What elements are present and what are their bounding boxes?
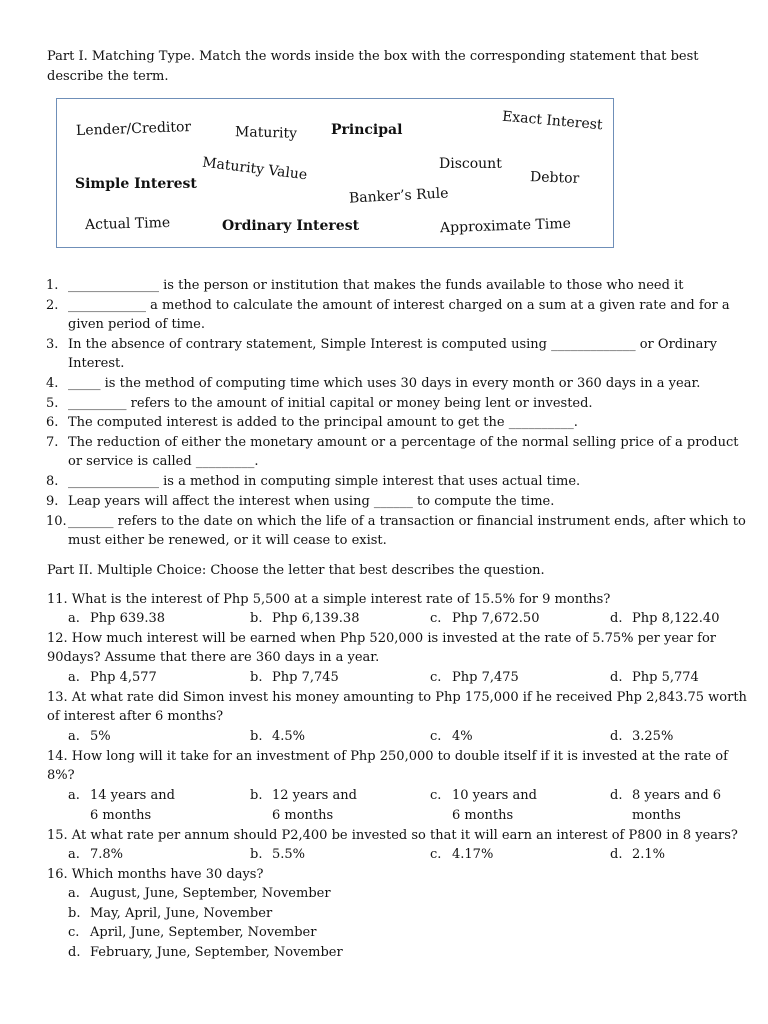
word-bank-item: Maturity <box>234 124 298 142</box>
answer-option-continued: 6 months <box>272 808 334 823</box>
part1-heading-line2: describe the term. <box>47 69 169 84</box>
item-text: The computed interest is added to the principal amount to get the __________. <box>68 415 578 430</box>
answer-option: b. 4.5% <box>250 729 306 744</box>
item-number: 7. <box>46 435 59 450</box>
word-bank-item: Exact Interest <box>501 108 604 134</box>
answer-option: c. April, June, September, November <box>68 925 317 940</box>
question-text: 13. At what rate did Simon invest his money amounting to Php 175,000 if he received Php 2,843.75 worth <box>47 690 747 705</box>
part2-heading: Part II. Multiple Choice: Choose the letter that best describes the question. <box>47 563 545 578</box>
answer-option: b. 12 years and <box>250 788 357 803</box>
item-number: 1. <box>46 278 59 293</box>
answer-option: b. May, April, June, November <box>68 906 273 921</box>
item-number: 2. <box>46 298 59 313</box>
word-bank-item: Approximate Time <box>439 215 572 237</box>
answer-option-continued: 6 months <box>452 808 514 823</box>
item-number: 6. <box>46 415 59 430</box>
item-text: ______________ is the person or institution that makes the funds available to those who need it <box>68 278 684 293</box>
item-text: or service is called _________. <box>68 454 259 469</box>
word-bank-item: Principal <box>331 122 403 138</box>
answer-option: c. 4% <box>430 729 473 744</box>
item-text: must either be renewed, or it will cease to exist. <box>68 533 387 548</box>
answer-option: d. 8 years and 6 <box>610 788 722 803</box>
word-bank-item: Ordinary Interest <box>222 218 360 234</box>
item-number: 10. <box>46 514 67 529</box>
item-number: 3. <box>46 337 59 352</box>
answer-option: c. 10 years and <box>430 788 537 803</box>
item-number: 4. <box>46 376 59 391</box>
item-text: In the absence of contrary statement, Simple Interest is computed using _____________ or Ordinary <box>68 337 717 352</box>
answer-option: a. Php 639.38 <box>68 611 166 626</box>
word-bank-item: Maturity Value <box>201 154 309 184</box>
item-number: 5. <box>46 396 59 411</box>
word-bank-item: Actual Time <box>84 214 171 234</box>
answer-option: d. February, June, September, November <box>68 945 343 960</box>
answer-option: c. Php 7,475 <box>430 670 519 685</box>
answer-option-continued: 6 months <box>90 808 152 823</box>
question-text: of interest after 6 months? <box>47 709 224 724</box>
answer-option: d. Php 8,122.40 <box>610 611 720 626</box>
part1-heading-line1: Part I. Matching Type. Match the words inside the box with the corresponding statement that best <box>47 49 699 64</box>
item-text: given period of time. <box>68 317 205 332</box>
item-text: _________ refers to the amount of initial capital or money being lent or invested. <box>68 396 593 411</box>
answer-option: a. 14 years and <box>68 788 175 803</box>
word-bank-item: Debtor <box>529 169 580 187</box>
question-text: 15. At what rate per annum should P2,400 be invested so that it will earn an interest of P800 in 8 years? <box>47 828 738 843</box>
answer-option: d. 2.1% <box>610 847 666 862</box>
item-text: _______ refers to the date on which the life of a transaction or financial instrument ends, after which to <box>68 514 746 529</box>
answer-option: a. 5% <box>68 729 111 744</box>
question-text: 14. How long will it take for an investment of Php 250,000 to double itself if it is invested at the rate of <box>47 749 728 764</box>
item-number: 9. <box>46 494 59 509</box>
answer-option: b. Php 6,139.38 <box>250 611 360 626</box>
answer-option: c. 4.17% <box>430 847 494 862</box>
item-number: 8. <box>46 474 59 489</box>
question-text: 11. What is the interest of Php 5,500 at a simple interest rate of 15.5% for 9 months? <box>47 592 611 607</box>
answer-option: a. 7.8% <box>68 847 124 862</box>
item-text: ______________ is a method in computing simple interest that uses actual time. <box>68 474 581 489</box>
item-text: _____ is the method of computing time which uses 30 days in every month or 360 days in a year. <box>68 376 701 391</box>
question-text: 12. How much interest will be earned when Php 520,000 is invested at the rate of 5.75% per year for <box>47 631 716 646</box>
question-text: 8%? <box>47 768 75 783</box>
answer-option: c. Php 7,672.50 <box>430 611 540 626</box>
word-bank-item: Simple Interest <box>75 176 197 192</box>
question-text: 90days? Assume that there are 360 days in a year. <box>47 650 380 665</box>
item-text: Leap years will affect the interest when using ______ to compute the time. <box>68 494 555 509</box>
word-bank-box <box>56 98 614 248</box>
answer-option: d. Php 5,774 <box>610 670 699 685</box>
item-text: ____________ a method to calculate the amount of interest charged on a sum at a given rate and for a <box>68 298 730 313</box>
question-text: 16. Which months have 30 days? <box>47 867 264 882</box>
word-bank-item: Lender/Creditor <box>75 118 192 140</box>
word-bank-item: Discount <box>439 156 502 172</box>
word-bank-item: Banker’s Rule <box>348 185 449 207</box>
answer-option: a. Php 4,577 <box>68 670 157 685</box>
answer-option: a. August, June, September, November <box>68 886 331 901</box>
answer-option-continued: months <box>632 808 681 823</box>
item-text: The reduction of either the monetary amount or a percentage of the normal selling price of a product <box>68 435 739 450</box>
answer-option: b. Php 7,745 <box>250 670 339 685</box>
answer-option: d. 3.25% <box>610 729 674 744</box>
answer-option: b. 5.5% <box>250 847 306 862</box>
item-text: Interest. <box>68 356 125 371</box>
